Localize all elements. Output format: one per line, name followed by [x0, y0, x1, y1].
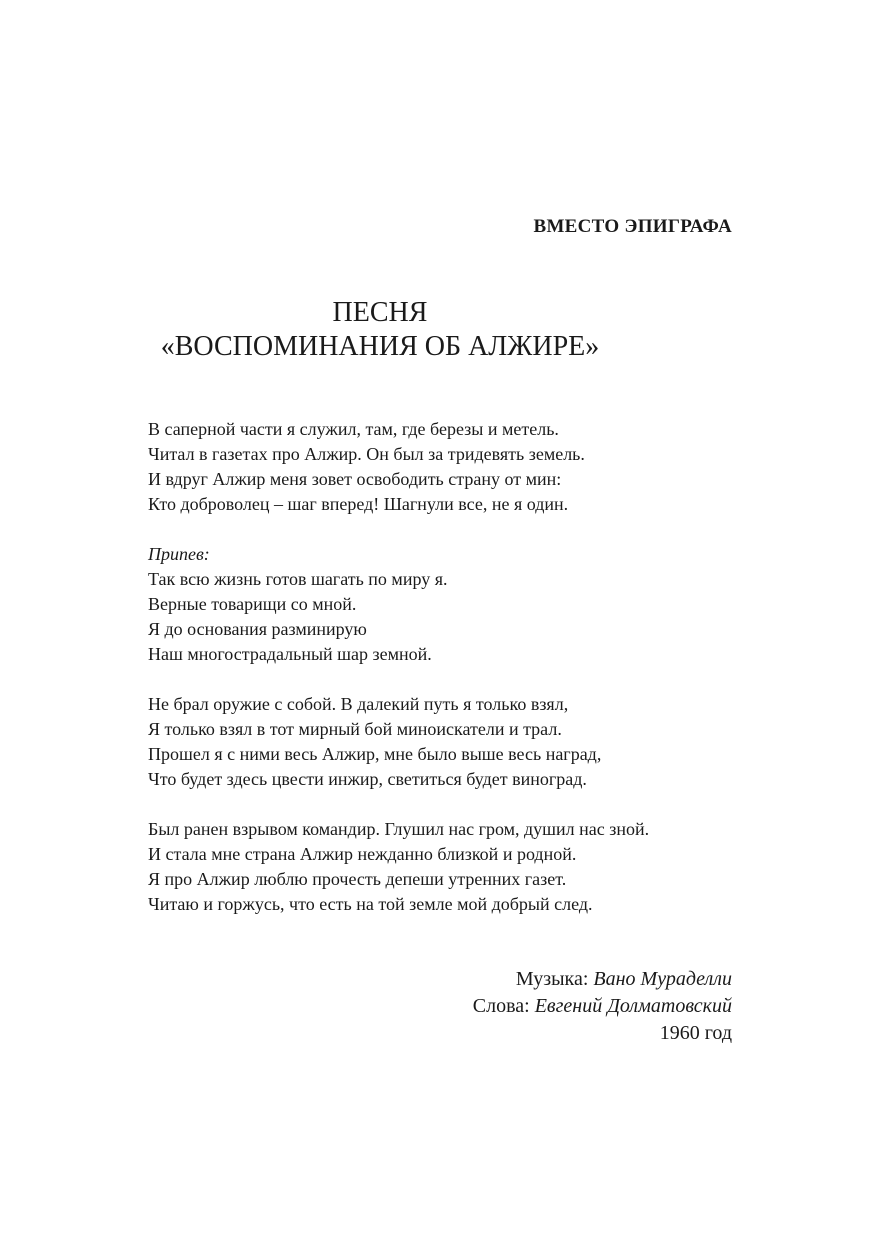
lyric-line: Кто доброволец – шаг вперед! Шагнули все, не я один. [148, 494, 569, 514]
lyric-line: Читаю и горжусь, что есть на той земле мой добрый след. [148, 894, 593, 914]
words-credit [348, 993, 732, 1020]
song-title-line-2: «ВОСПОМИНАНИЯ ОБ АЛЖИРЕ» [160, 331, 600, 362]
lyric-line: И стала мне страна Алжир нежданно близкой и родной. [148, 844, 577, 864]
lyric-line: Был ранен взрывом командир. Глушил нас гром, душил нас зной. [148, 819, 650, 839]
lyric-line: Я про Алжир люблю прочесть депеши утренних газет. [148, 869, 567, 889]
lyric-line: Так всю жизнь готов шагать по миру я. [148, 569, 448, 589]
music-label: Музыка: [515, 968, 589, 990]
lyric-line: Не брал оружие с собой. В далекий путь я только взял, [148, 694, 569, 714]
song-credits [348, 966, 732, 1047]
stanza-3 [148, 817, 748, 917]
words-author: Евгений Долматовский [534, 995, 732, 1017]
lyric-line: Что будет здесь цвести инжир, светиться будет виноград. [148, 769, 587, 789]
music-author: Вано Мураделли [593, 968, 732, 990]
lyrics [148, 417, 748, 942]
lyric-line: Я до основания разминирую [148, 619, 367, 639]
lyric-line: Верные товарищи со мной. [148, 594, 357, 614]
song-title-line-1: ПЕСНЯ [332, 297, 428, 328]
music-credit [348, 966, 732, 993]
stanza-2 [148, 692, 748, 792]
chorus [148, 542, 748, 667]
lyric-line: В саперной части я служил, там, где березы и метель. [148, 419, 559, 439]
chorus-label: Припев: [148, 544, 210, 564]
lyric-line: И вдруг Алжир меня зовет освободить страну от мин: [148, 469, 562, 489]
year: 1960 год [659, 1022, 732, 1044]
lyric-line: Я только взял в тот мирный бой миноискатели и трал. [148, 719, 562, 739]
lyric-line: Прошел я с ними весь Алжир, мне было выше весь наград, [148, 744, 602, 764]
stanza-1 [148, 417, 748, 517]
lyric-line: Наш многострадальный шар земной. [148, 644, 432, 664]
section-heading: ВМЕСТО ЭПИГРАФА [533, 216, 732, 237]
song-title [148, 296, 612, 364]
words-label: Слова: [472, 995, 530, 1017]
lyric-line: Читал в газетах про Алжир. Он был за тридевять земель. [148, 444, 585, 464]
